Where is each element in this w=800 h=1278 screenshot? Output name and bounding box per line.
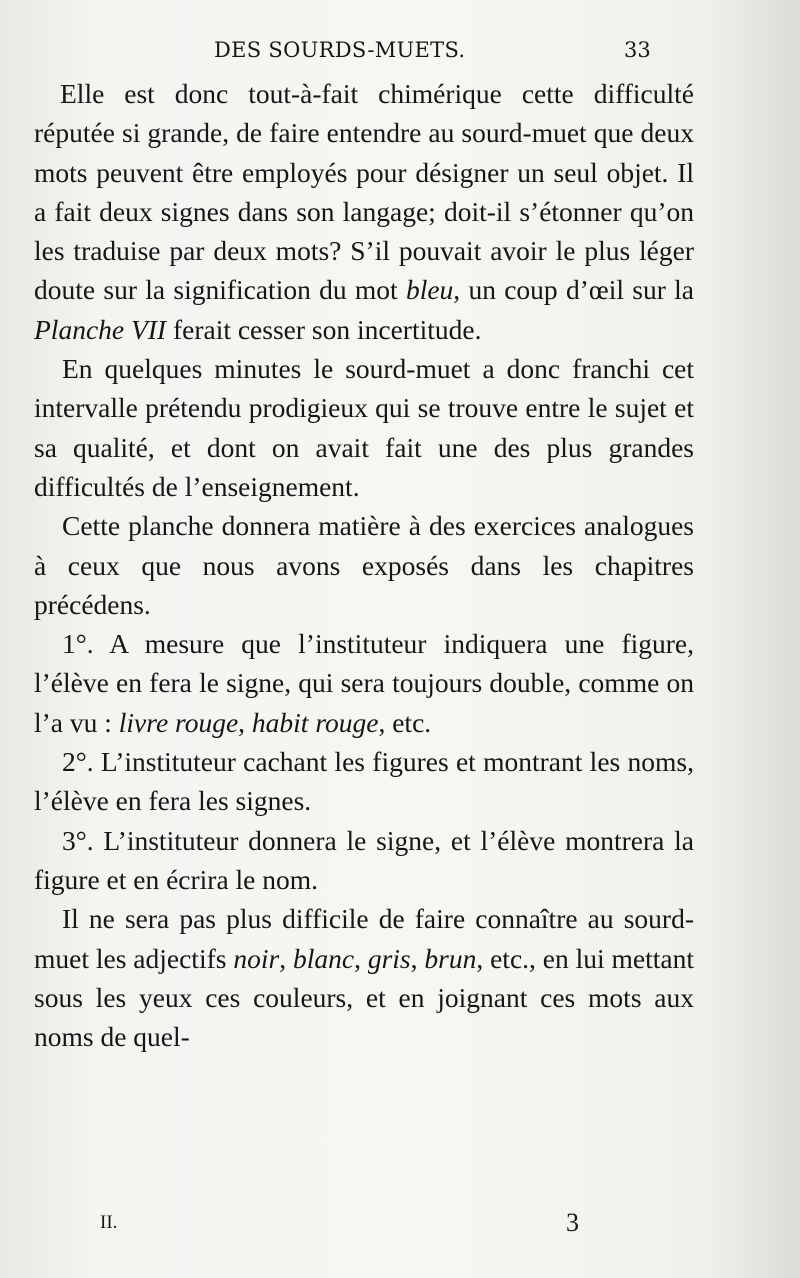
paragraph bbox=[34, 624, 694, 742]
paragraph bbox=[34, 821, 694, 900]
italic-text: livre rouge bbox=[118, 706, 239, 738]
italic-text: Planche VII bbox=[34, 313, 167, 345]
signature-number: 3 bbox=[566, 1208, 579, 1237]
italic-text: blanc bbox=[292, 942, 355, 974]
page-number: 33 bbox=[624, 38, 651, 62]
running-title: DES SOURDS-MUETS. bbox=[214, 38, 466, 62]
paragraph bbox=[34, 742, 694, 821]
text-run: Elle est donc tout-à-fait chimérique cette difficulté réputée si grande, de faire entendre au sourd-muet que deux mots peuvent être employés pour désigner un seul objet. Il a fait deux signes dans son langage; doit-il s’étonner qu’on les traduise par deux mots? S’il pouvait avoir le plus léger doute sur la signification du mot bbox=[34, 78, 694, 306]
text-run: En quelques minutes le sourd-muet a donc franchi cet intervalle prétendu prodigieux qui se trouve entre le sujet et sa qualité, et dont on avait fait une des plus grandes difficultés de l’enseignement. bbox=[34, 353, 694, 502]
text-run: , bbox=[410, 942, 425, 974]
paragraph bbox=[34, 506, 694, 624]
text-run: , un coup d’œil sur la bbox=[453, 274, 694, 306]
text-run: 2°. L’instituteur cachant les figures et montrant les noms, l’élève en fera les signes. bbox=[34, 746, 694, 817]
italic-text: gris bbox=[367, 942, 411, 974]
body-text bbox=[34, 74, 694, 1056]
paragraph bbox=[34, 899, 694, 1056]
text-run: ferait cesser son incertitude. bbox=[166, 313, 482, 345]
paragraph bbox=[34, 74, 694, 349]
italic-text: brun bbox=[424, 942, 477, 974]
page-footer bbox=[0, 1210, 800, 1240]
italic-text: bleu bbox=[405, 274, 454, 306]
text-run: , bbox=[279, 942, 293, 974]
text-run: , etc., en lui mettant sous les yeux ces couleurs, et en joignant ces mots aux noms de quel- bbox=[34, 942, 695, 1053]
text-run: 1°. A mesure que l’instituteur indiquera une figure, l’élève en fera le signe, qui sera toujours double, comme on l’a vu : bbox=[34, 628, 694, 738]
italic-text: habit rouge bbox=[251, 706, 379, 738]
running-head bbox=[0, 38, 800, 68]
text-run: , bbox=[238, 706, 252, 738]
text-run: Il ne sera pas plus difficile de faire connaître au sourd-muet les adjectifs bbox=[34, 903, 694, 974]
signature-mark: II. bbox=[100, 1212, 118, 1233]
text-run: , bbox=[354, 942, 368, 974]
italic-text: noir bbox=[233, 942, 280, 974]
paragraph bbox=[34, 349, 694, 506]
text-run: Cette planche donnera matière à des exercices analogues à ceux que nous avons exposés dans les chapitres précédens. bbox=[34, 510, 694, 620]
text-run: 3°. L’instituteur donnera le signe, et l’élève montrera la figure et en écrira le nom. bbox=[34, 824, 694, 895]
text-run: , etc. bbox=[378, 706, 432, 738]
